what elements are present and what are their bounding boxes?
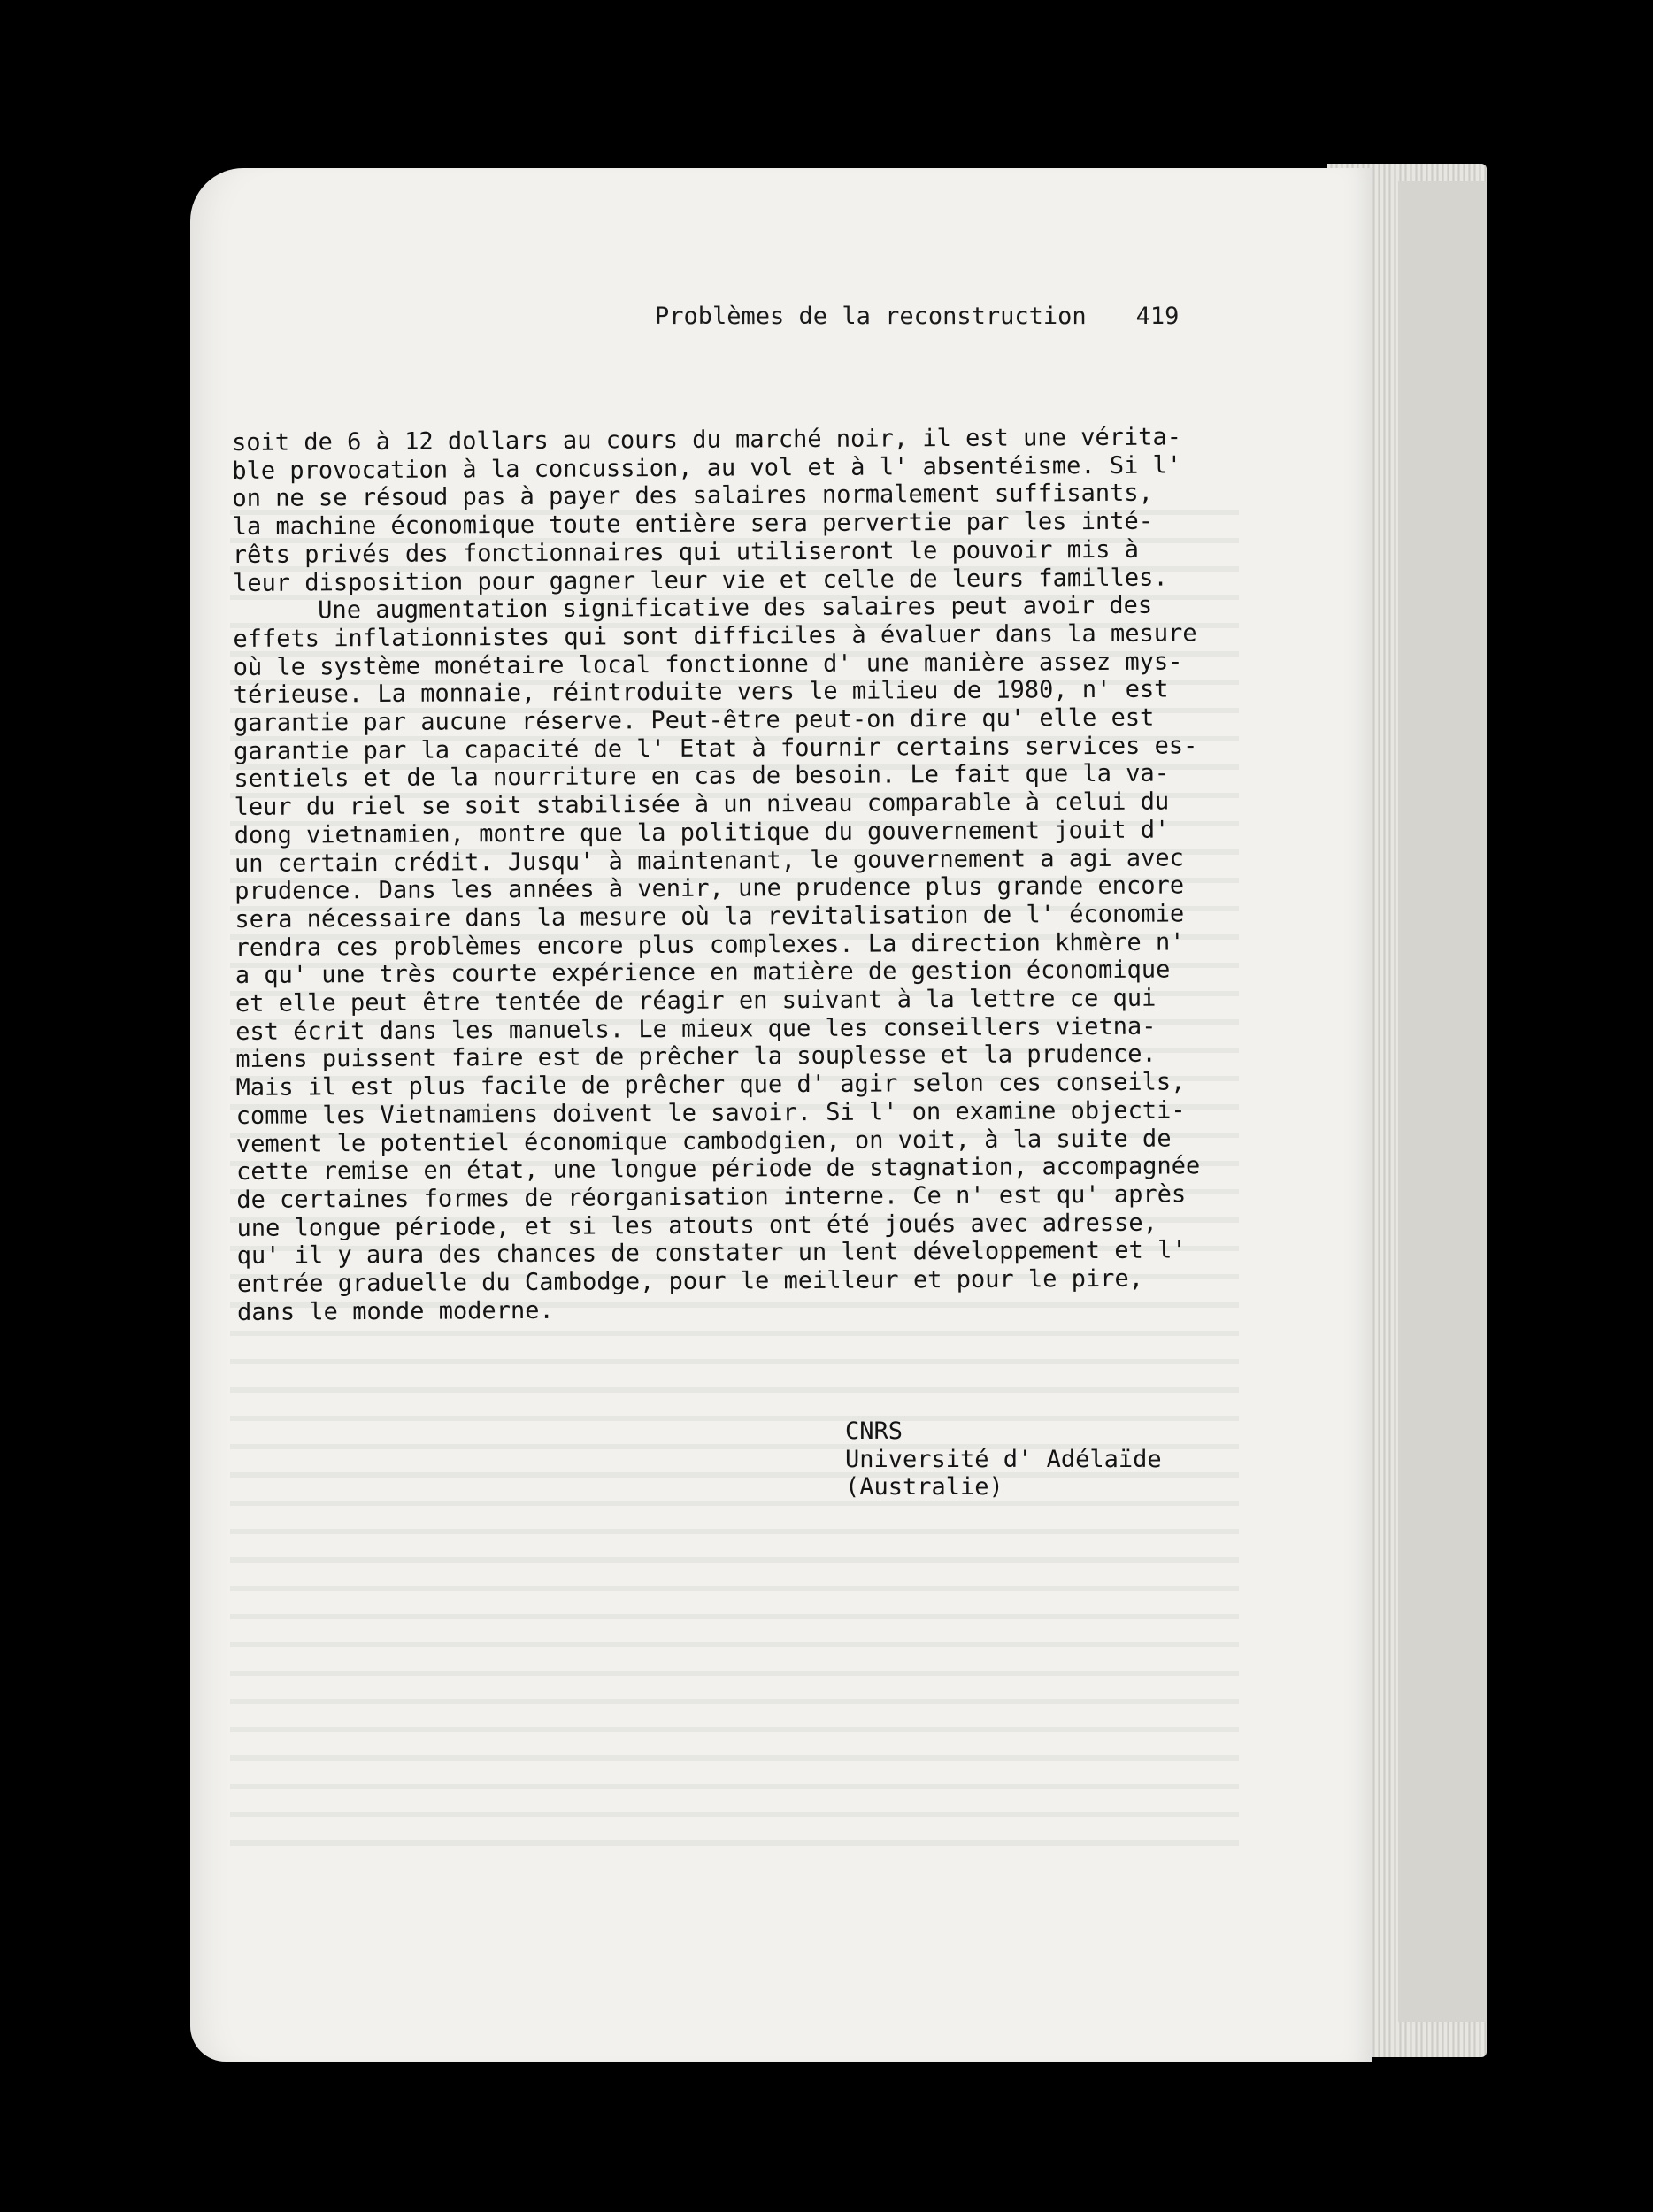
text-line: garantie par aucune réserve. Peut-être peut-on dire qu' elle est xyxy=(233,703,1155,738)
text-line: vement le potentiel économique cambodgien, on voit, à la suite de xyxy=(235,1125,1172,1158)
text-line: Mais il est plus facile de prêcher que d' agir selon ces conseils, xyxy=(235,1068,1186,1102)
body-text xyxy=(232,423,1201,1326)
text-line: sentiels et de la nourriture en cas de besoin. Le fait que la va- xyxy=(234,759,1170,794)
author-affiliation xyxy=(845,1417,1162,1502)
text-line: garantie par la capacité de l' Etat à fournir certains services es- xyxy=(234,732,1198,765)
text-line: on ne se résoud pas à payer des salaires normalement suffisants, xyxy=(232,480,1153,513)
text-line: un certain crédit. Jusqu' à maintenant, le gouvernement a agi avec xyxy=(234,843,1184,878)
text-line: leur disposition pour gagner leur vie et celle de leurs familles. xyxy=(232,564,1168,597)
text-line: où le système monétaire local fonctionne d' une manière assez mys- xyxy=(233,648,1183,681)
running-title: Problèmes de la reconstruction xyxy=(655,303,1087,330)
text-line: ble provocation à la concussion, au vol et à l' absentéisme. Si l' xyxy=(232,451,1182,485)
running-head xyxy=(655,303,1186,330)
text-line: dong vietnamien, montre que la politique du gouvernement jouit d' xyxy=(234,816,1170,849)
text-line: rêts privés des fonctionnaires qui utiliseront le pouvoir mis à xyxy=(232,535,1140,569)
text-line: une longue période, et si les atouts ont été joués avec adresse, xyxy=(236,1209,1157,1242)
affiliation-line: (Australie) xyxy=(845,1473,1003,1501)
text-line: de certaines formes de réorganisation interne. Ce n' est qu' après xyxy=(236,1180,1187,1214)
text-line: sera nécessaire dans la mesure où la revitalisation de l' économie xyxy=(234,900,1185,933)
text-line: leur du riel se soit stabilisée à un niveau comparable à celui du xyxy=(234,787,1170,822)
text-line: effets inflationnistes qui sont difficiles à évaluer dans la mesure xyxy=(233,619,1197,653)
text-line: rendra ces problèmes encore plus complexes. La direction khmère n' xyxy=(234,928,1185,962)
page-number: 419 xyxy=(1135,303,1180,330)
paragraph-2 xyxy=(233,591,1201,1327)
text-line: prudence. Dans les années à venir, une prudence plus grande encore xyxy=(234,872,1185,906)
text-line: comme les Vietnamiens doivent le savoir. Si l' on examine objecti- xyxy=(235,1096,1186,1130)
paragraph-1 xyxy=(232,423,1188,597)
page-edges-shadow xyxy=(1398,181,1487,2022)
text-line: et elle peut être tentée de réagir en suivant à la lettre ce qui xyxy=(234,984,1157,1018)
text-line: Une augmentation significative des salaires peut avoir des xyxy=(318,591,1153,625)
text-line: a qu' une très courte expérience en matière de gestion économique xyxy=(234,956,1171,990)
text-line: est écrit dans les manuels. Le mieux que les conseillers vietna- xyxy=(235,1012,1157,1046)
affiliation-line: Université d' Adélaïde xyxy=(845,1445,1162,1473)
affiliation-line: CNRS xyxy=(845,1417,903,1445)
text-line: qu' il y aura des chances de constater un lent développement et l' xyxy=(236,1236,1187,1271)
text-line: miens puissent faire est de prêcher la souplesse et la prudence. xyxy=(235,1041,1157,1074)
text-line: soit de 6 à 12 dollars au cours du marché noir, il est une vérita- xyxy=(232,423,1182,457)
text-line: cette remise en état, une longue période de stagnation, accompagnée xyxy=(236,1152,1201,1187)
text-line: dans le monde moderne. xyxy=(237,1296,554,1326)
text-line: térieuse. La monnaie, réintroduite vers le milieu de 1980, n' est xyxy=(233,675,1169,710)
text-line: la machine économique toute entière sera pervertie par les inté- xyxy=(232,507,1154,541)
text-line: entrée graduelle du Cambodge, pour le meilleur et pour le pire, xyxy=(236,1264,1144,1299)
